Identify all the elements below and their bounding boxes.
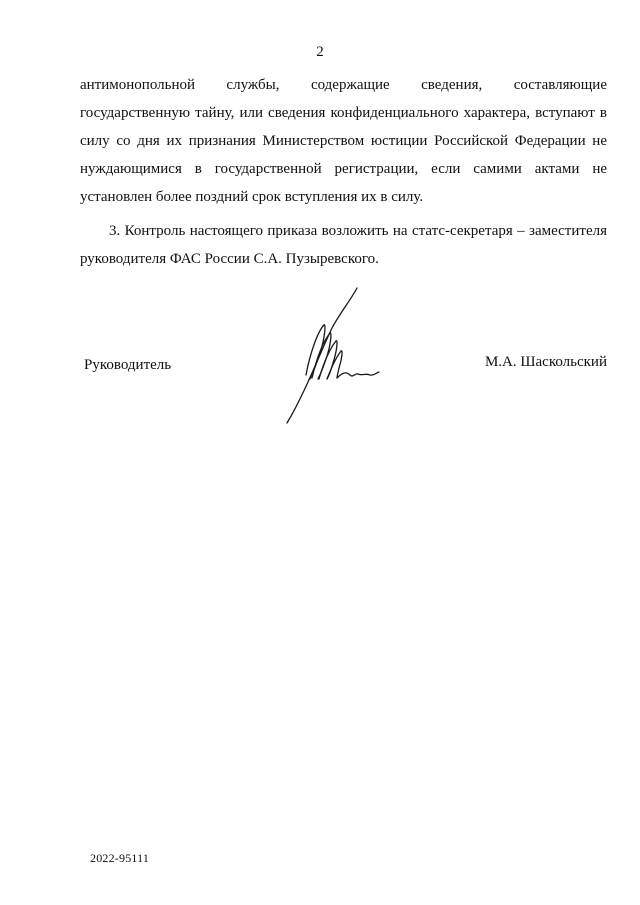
document-body — [80, 71, 607, 273]
signatory-name: М.А. Шаскольский — [484, 354, 607, 370]
registration-number: 2022-95111 — [90, 851, 150, 865]
paragraph-continued: антимонопольной службы, содержащие сведения, составляющие государственную тайну, или сведения конфиденциального характера, вступают в силу со дня их признания Министерством юстиции Российской Федерации не нуждающимися в государственной регистрации, если самими актами не установлен более поздний срок вступления их в силу. — [80, 77, 607, 205]
handwritten-signature — [280, 283, 390, 433]
page-number: 2 — [316, 44, 324, 60]
paragraph-3: 3. Контроль настоящего приказа возложить на статс-секретаря – заместителя руководителя ФАС России С.А. Пузыревского. — [80, 223, 607, 267]
signatory-title: Руководитель — [84, 357, 172, 373]
